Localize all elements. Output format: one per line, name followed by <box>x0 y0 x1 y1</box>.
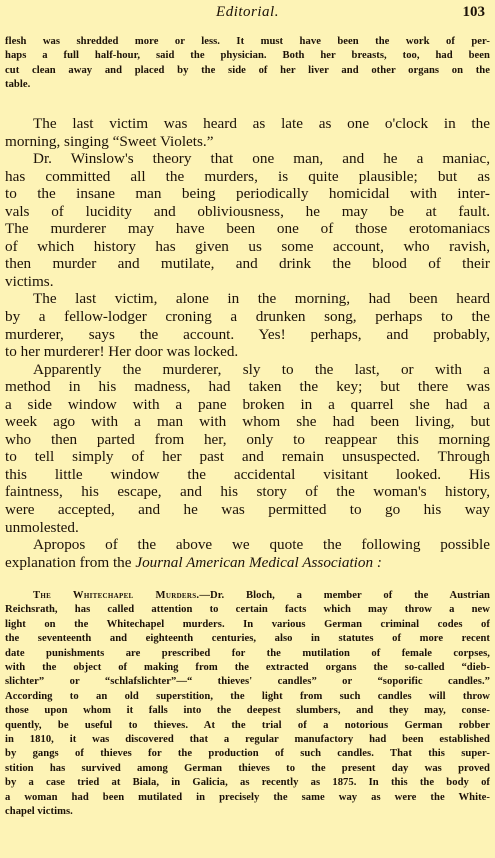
text-line: table. <box>5 79 31 91</box>
text-line: a woman had been mutilated in precisely the same way as were the White- <box>5 791 490 803</box>
text-line: to tell simply of her past and remain unsuspected. Through <box>5 448 490 466</box>
text-line: to her murderer! Her door was locked. <box>5 343 239 361</box>
text-line: victims. <box>5 272 54 290</box>
editorial-body <box>5 115 490 571</box>
quoted-extract <box>5 589 490 820</box>
text-line: light on the Whitechapel murders. In various German criminal codes of <box>5 618 490 630</box>
text-line: then murder and mutilate, and drink the blood of their <box>5 255 490 273</box>
text-line: a side window with a pane broken in a quarrel she had a <box>5 395 490 413</box>
text-line: haps a full half-hour, said the physician. Both her breasts, too, had been <box>5 50 490 62</box>
text-line: Reichsrath, has called attention to certain facts which may throw a new <box>5 604 490 616</box>
text-line: stition has survived among German thieves to the present day was proved <box>5 762 490 774</box>
text-line: cut clean away and placed by the side of her liver and other organs on the <box>5 64 490 76</box>
journal-title: Journal American Medical Association : <box>135 553 382 571</box>
text-line: week ago with a man with whom she had been living, but <box>5 413 490 431</box>
text-line: unmolested. <box>5 518 79 536</box>
text-line: by a case tried at Biala, in Galicia, as recently as 1875. In this the body of <box>5 777 490 789</box>
continued-paragraph <box>5 35 490 93</box>
text-line: by a fellow-lodger croning a drunken song, perhaps to the <box>5 308 490 326</box>
text-line: quently, be useful to thieves. At the trial of a notorious German robber <box>5 719 490 731</box>
text-line: this little window the accidental visitant looked. His <box>5 465 490 483</box>
text-line: faintness, his escape, and his story of the woman's history, <box>5 483 490 501</box>
text-line: vals of lucidity and obliviousness, he may be at fault. <box>5 202 490 220</box>
text-line: with the object of making from the extracted organs the so-called “dieb- <box>5 662 490 674</box>
text-line: date punishments are prescribed for the mutilation of female corpses, <box>5 647 490 659</box>
text-line: According to an old superstition, the light from such candles will throw <box>5 690 490 702</box>
text-line: chapel victims. <box>5 806 73 818</box>
text-line: The last victim, alone in the morning, had been heard <box>33 290 490 308</box>
text-line: Dr. Winslow's theory that one man, and he a maniac, <box>33 150 490 168</box>
text-line: of which history has given us some account, who ravish, <box>5 237 490 255</box>
text-line <box>5 554 490 572</box>
text-line: has committed all the murders, is quite plausible; but as <box>5 167 490 185</box>
text-line: Apparently the murderer, sly to the last, or with a <box>33 360 490 378</box>
text-line: Apropos of the above we quote the following possible <box>33 536 490 554</box>
text-line: flesh was shredded more or less. It must have been the work of per- <box>5 36 490 47</box>
extract-heading: The Whitechapel Murders. <box>33 590 200 601</box>
text-line: who then parted from her, only to reappear this morning <box>5 430 490 448</box>
text-line: method in his madness, had taken the key; but there was <box>5 378 490 396</box>
text-line: the seventeenth and eighteenth centuries, also in statutes of more recent <box>5 633 490 645</box>
text-line <box>5 589 490 603</box>
text-line: those upon whom it falls into the deepest slumbers, and they may, conse- <box>5 705 490 717</box>
running-header <box>0 4 495 26</box>
text-line: slichter” or “schlafslichter”—“ thieves' candles” or “soporific candles.” <box>5 676 490 688</box>
text-line: in 1810, it was discovered that a regular manufactory had been established <box>5 734 490 746</box>
page-number: 103 <box>462 4 485 20</box>
text-line: murderer, says the account. Yes! perhaps, and probably, <box>5 325 490 343</box>
text-line: The last victim was heard as late as one o'clock in the <box>33 115 490 132</box>
lead-in-text: explanation from the <box>5 553 136 571</box>
text-line: The murderer may have been one of those erotomaniacs <box>5 220 490 238</box>
text-line: were accepted, and he was permitted to go his way <box>5 501 490 519</box>
text-line: to the insane man being periodically homicidal with inter- <box>5 185 490 203</box>
extract-first-line: —Dr. Bloch, a member of the Austrian <box>199 590 490 601</box>
text-line: morning, singing “Sweet Violets.” <box>5 132 214 150</box>
running-title: Editorial. <box>216 4 279 20</box>
text-line: by gangs of thieves for the production of such candles. That this super- <box>5 748 490 760</box>
